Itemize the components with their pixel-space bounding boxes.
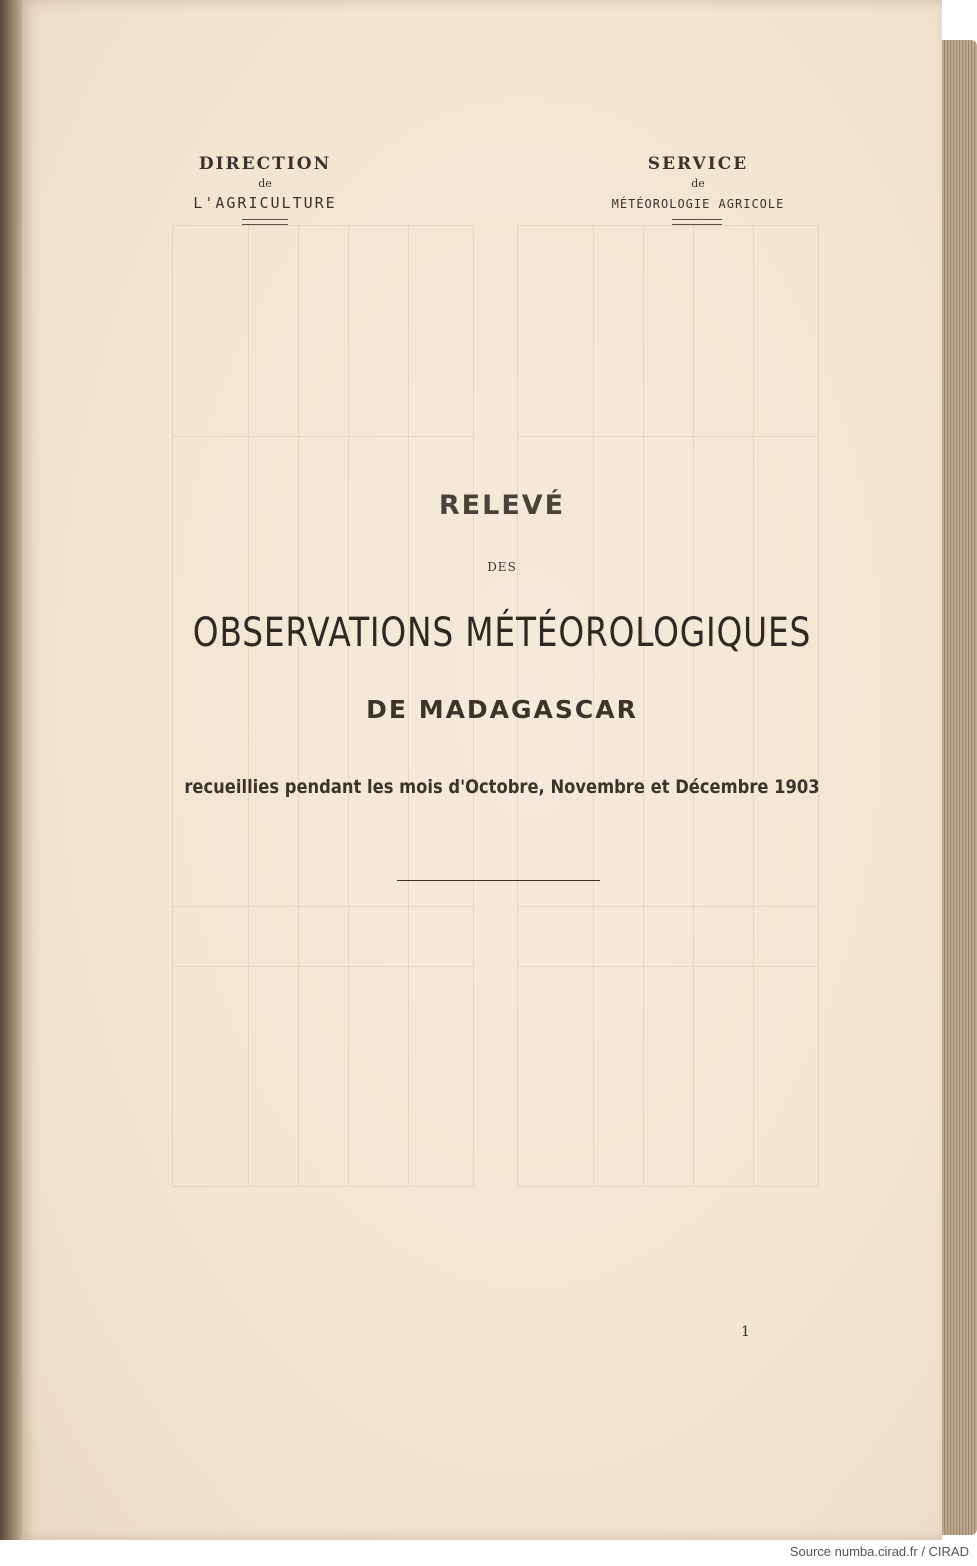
header-left-title: DIRECTION bbox=[198, 154, 332, 174]
header-right-title: SERVICE bbox=[647, 154, 749, 174]
header-right-subtitle: MÉTÉOROLOGIE AGRICOLE bbox=[611, 197, 785, 211]
subtitle-period: recueillies pendant les mois d'Octobre, Novembre et Décembre 1903 bbox=[184, 776, 820, 798]
title-observations: OBSERVATIONS MÉTÉOROLOGIQUES bbox=[192, 610, 812, 656]
header-left-de: de bbox=[258, 177, 272, 190]
header-right-double-rule bbox=[672, 219, 722, 225]
title-madagascar: DE MADAGASCAR bbox=[366, 695, 638, 724]
page-number: 1 bbox=[741, 1324, 750, 1340]
header-right-de: de bbox=[691, 177, 705, 190]
header-left-subtitle: L'AGRICULTURE bbox=[193, 194, 337, 212]
header-left-double-rule bbox=[242, 219, 288, 225]
title-releve: RELEVÉ bbox=[438, 490, 566, 521]
title-rule bbox=[397, 880, 600, 881]
scanned-page bbox=[22, 0, 942, 1540]
source-credit: Source numba.cirad.fr / CIRAD bbox=[789, 1544, 969, 1559]
title-des: DES bbox=[487, 560, 517, 574]
